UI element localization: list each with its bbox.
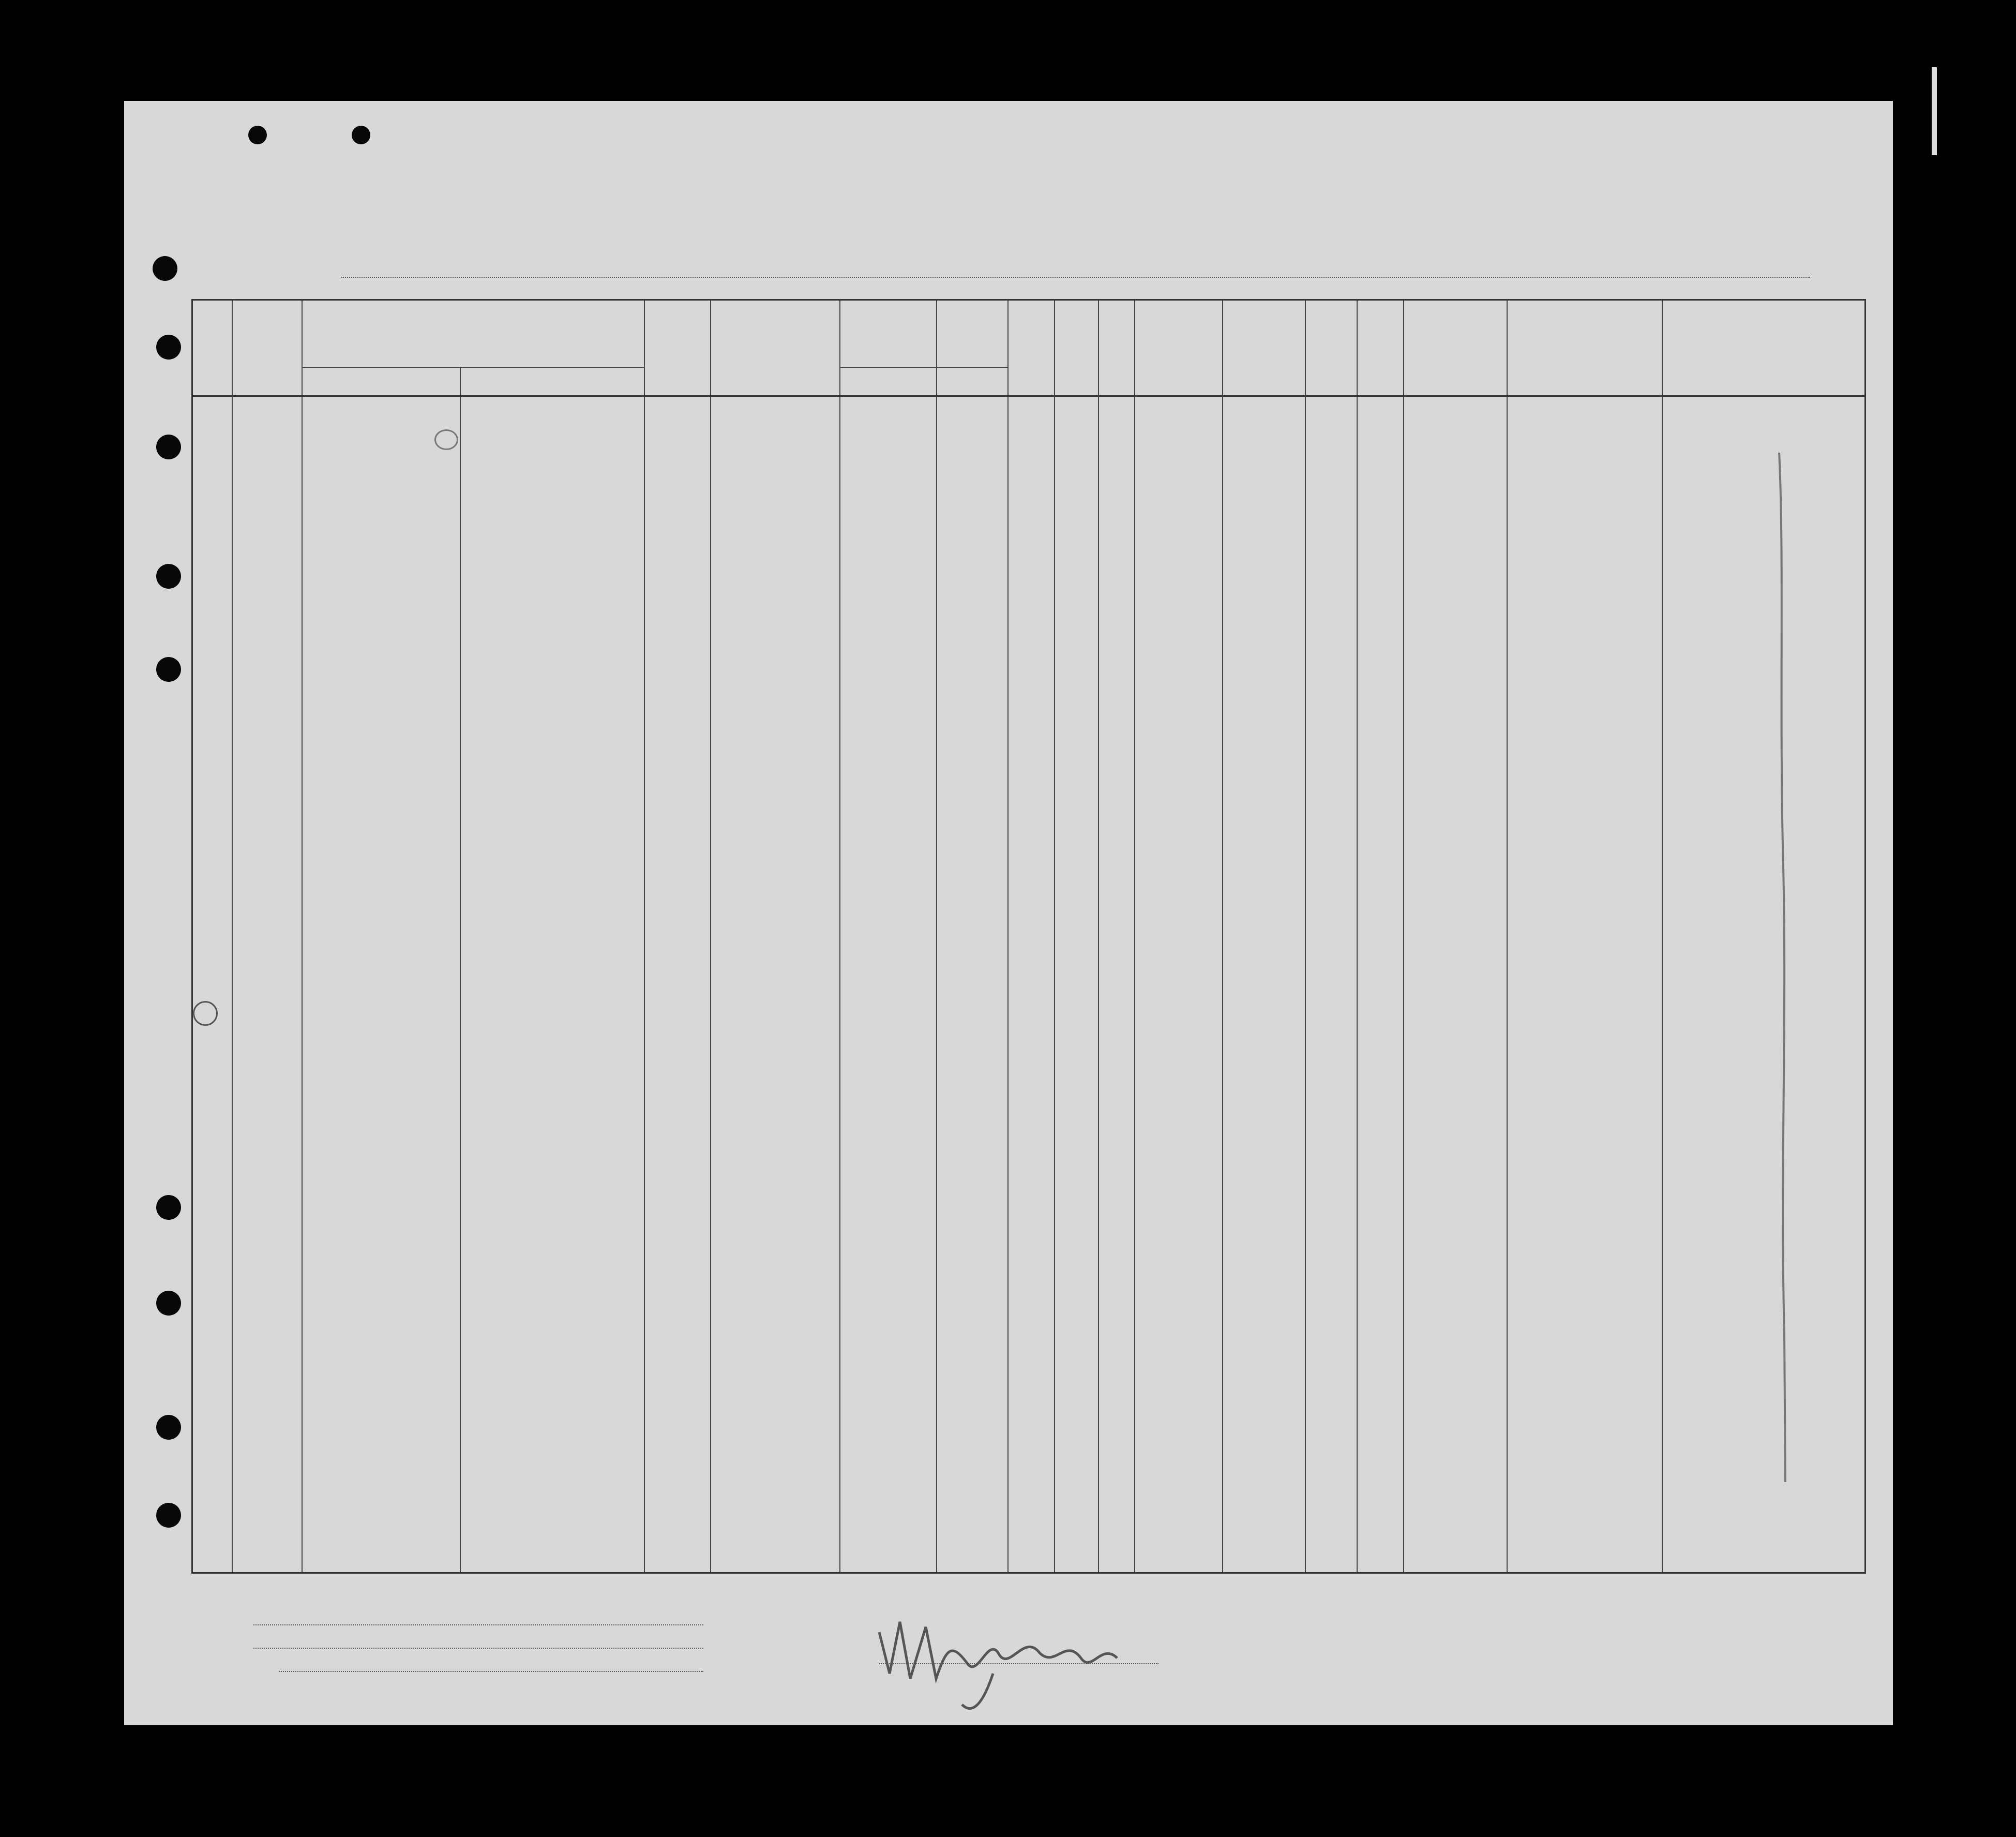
punch-hole (156, 1195, 181, 1220)
punch-hole (156, 1503, 181, 1528)
column-divider (936, 301, 937, 1572)
shipped-subheader-line (839, 367, 1007, 368)
column-divider (1403, 301, 1404, 1572)
name-subheader-line (302, 367, 644, 368)
column-divider (1054, 301, 1055, 1572)
punch-hole (156, 1415, 181, 1440)
column-divider (302, 301, 303, 1572)
crew-table (191, 299, 1866, 1574)
voyage-row (124, 257, 1893, 283)
column-divider (644, 301, 645, 1572)
column-divider (1134, 301, 1135, 1572)
column-divider (710, 301, 711, 1572)
column-divider (1662, 301, 1663, 1572)
row1-pencil-mark (434, 429, 458, 450)
punch-hole (156, 1291, 181, 1316)
column-divider (1305, 301, 1306, 1572)
column-divider (1507, 301, 1508, 1572)
punch-hole (156, 657, 181, 682)
column-divider (1222, 301, 1223, 1572)
paper-fold (1932, 67, 1937, 155)
punch-hole (156, 564, 181, 589)
voyage-underline (341, 277, 1810, 278)
column-divider (232, 301, 233, 1572)
column-divider (839, 301, 840, 1572)
inspector-signature (869, 1601, 1205, 1720)
inspector-pencil-line (1769, 453, 1800, 1487)
owners-dots (253, 1648, 703, 1649)
column-divider (1357, 301, 1358, 1572)
column-divider (1098, 301, 1099, 1572)
column-divider (1007, 301, 1009, 1572)
punch-hole (156, 435, 181, 459)
manifest-sheet (124, 101, 1893, 1725)
line-dots (253, 1624, 703, 1625)
inspector-dots (879, 1663, 1159, 1664)
row-circle-mark (193, 1001, 218, 1026)
table-body (193, 397, 1864, 1572)
punch-hole (156, 335, 181, 360)
punch-hole (352, 126, 370, 144)
column-divider (460, 367, 461, 1572)
punch-hole (248, 126, 267, 144)
agents-dots (279, 1671, 703, 1672)
